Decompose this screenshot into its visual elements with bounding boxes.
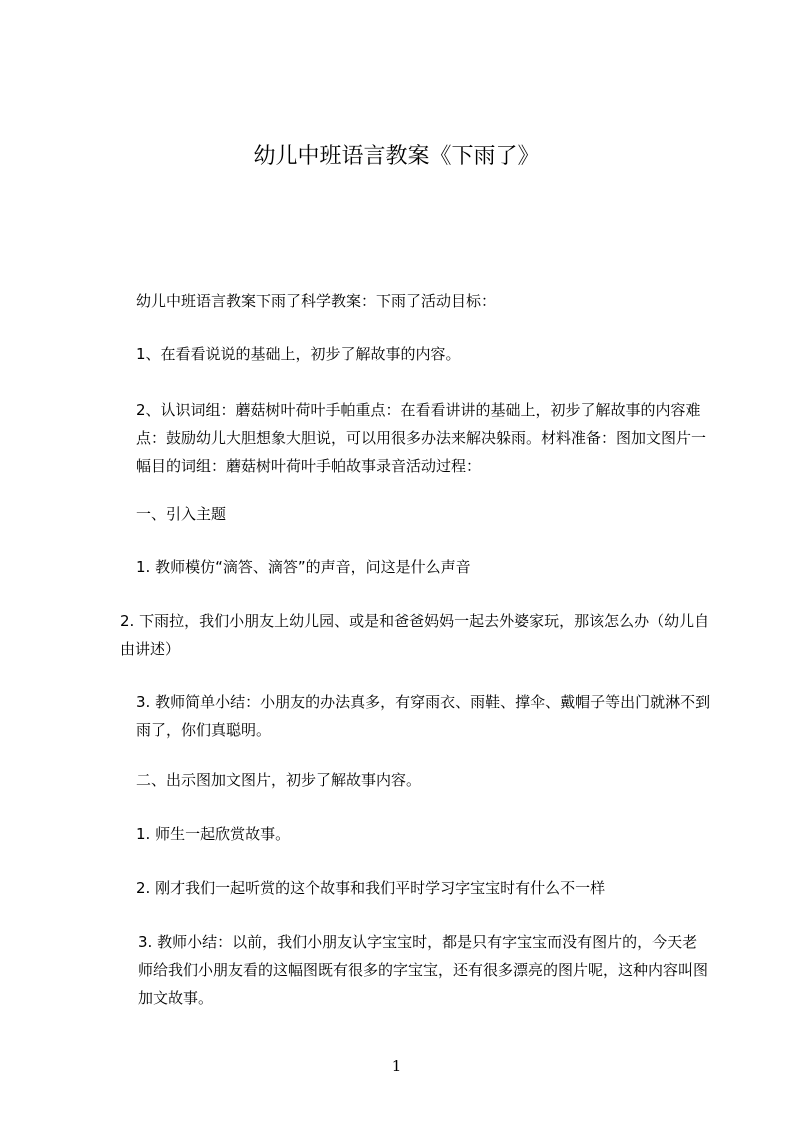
paragraph-step-2-1: 1. 师生一起欣赏故事。 <box>136 825 291 843</box>
paragraph-goal-2 <box>138 396 708 480</box>
paragraph-goal-1: 1、在看看说说的基础上，初步了解故事的内容。 <box>136 345 461 363</box>
paragraph-step-1-3: 3. 教师简单小结：小朋友的办法真多，有穿雨衣、雨鞋、撑伞、戴帽子等出门就淋不到雨了，你们真聪明。 <box>136 693 711 739</box>
paragraph-step-1-2: 2. 下雨拉，我们小朋友上幼儿园、或是和爸爸妈妈一起去外婆家玩，那该怎么办（幼儿自由讲述） <box>120 612 710 658</box>
paragraph-step-1-1: 1. 教师模仿“滴答、滴答”的声音，问这是什么声音 <box>136 558 471 576</box>
section-heading-2: 二、出示图加文图片，初步了解故事内容。 <box>136 771 422 789</box>
page-number: 1 <box>391 1057 402 1075</box>
paragraph-intro: 幼儿中班语言教案下雨了科学教案：下雨了活动目标： <box>136 292 497 310</box>
paragraph-step-2-2: 2. 刚才我们一起听赏的这个故事和我们平时学习字宝宝时有什么不一样 <box>136 879 606 897</box>
section-heading-1: 一、引入主题 <box>136 505 227 523</box>
paragraph-step-2-3: 3. 教师小结：以前，我们小朋友认字宝宝时，都是只有字宝宝而没有图片的，今天老师给我们小朋友看的这幅图既有很多的字宝宝，还有很多漂亮的图片呢，这种内容叫图加文故事。 <box>138 933 709 1007</box>
paragraph-goal-2-text: 2、认识词组：蘑菇树叶荷叶手帕重点：在看看讲讲的基础上，初步了解故事的内容难点：鼓励幼儿大胆想象大胆说，可以用很多办法来解决躲雨。材料准备：图加文图片一幅目的词组：蘑菇树叶荷叶手帕故事录音活动过程： <box>136 401 707 475</box>
document-title: 幼儿中班语言教案《下雨了》 <box>253 144 540 169</box>
